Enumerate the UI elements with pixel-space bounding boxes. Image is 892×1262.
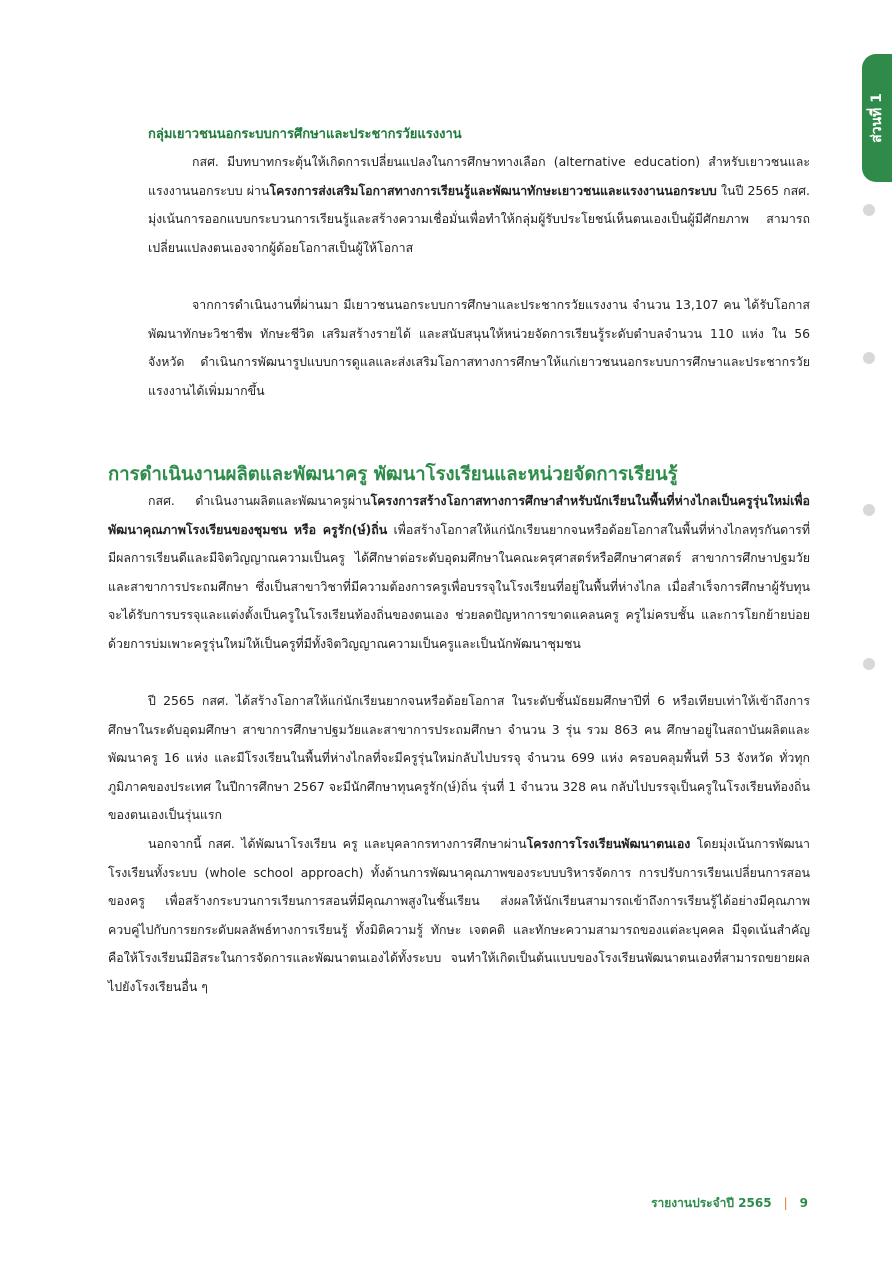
project-name-school: โครงการโรงเรียนพัฒนาตนเอง xyxy=(526,836,691,851)
margin-dot xyxy=(863,504,875,516)
paragraph-school-program xyxy=(108,830,810,1002)
paragraph-text: เพื่อสร้างโอกาสให้แก่นักเรียนยากจนหรือด้อยโอกาสในพื้นที่ห่างไกลทุรกันดารที่มีผลการเรียนดีและมีจิตวิญญาณความเป็นครู ได้ศึกษาต่อระดับอุดมศึกษาในคณะครุศาสตร์หรือศึกษาศาสตร์ สาขาการศึกษาปฐมวัยและสาขาการประถมศึกษา ซึ่งเป็นสาขาวิชาที่มีความต้องการครูเพื่อบรรจุในโรงเรียนที่อยู่ในพื้นที่ห่างไกล เมื่อสำเร็จการศึกษาผู้รับทุนจะได้รับการบรรจุและแต่งตั้งเป็นครูในโรงเรียนท้องถิ่นของตนเอง ช่วยลดปัญหาการขาดแคลนครู ครูไม่ครบชั้น และการโยกย้ายบ่อยด้วยการบ่มเพาะครูรุ่นใหม่ให้เป็นครูที่มีทั้งจิตวิญญาณความเป็นครูและเป็นนักพัฒนาชุมชน xyxy=(108,521,810,651)
page-footer xyxy=(651,1194,808,1213)
paragraph-text: กสศ. ดำเนินงานผลิตและพัฒนาครูผ่าน xyxy=(148,493,371,508)
section-youth-heading: กลุ่มเยาวชนนอกระบบการศึกษาและประชากรวัยแรงงาน xyxy=(148,127,462,142)
paragraph-text: กสศ. มีบทบาทกระตุ้นให้เกิดการเปลี่ยนแปลงในการศึกษาทางเลือก (alternative education) สำหรับเยาวชนและแรงงานนอกระบบ ผ่าน xyxy=(148,154,810,198)
paragraph-teacher-program xyxy=(108,487,810,659)
footer-report-label: รายงานประจำปี 2565 xyxy=(651,1196,772,1210)
paragraph-teacher-results: ปี 2565 กสศ. ได้สร้างโอกาสให้แก่นักเรียนยากจนหรือด้อยโอกาส ในระดับชั้นมัธยมศึกษาปีที่ 6 หรือเทียบเท่าให้เข้าถึงการศึกษาในระดับอุดมศึกษา สาขาการศึกษาปฐมวัยและสาขาการประถมศึกษา จำนวน 3 รุ่น รวม 863 คน ศึกษาอยู่ในสถาบันผลิตและพัฒนาครู 16 แห่ง และมีโรงเรียนในพื้นที่ห่างไกลที่จะมีครูรุ่นใหม่กลับไปบรรจุ จำนวน 699 แห่ง ครอบคลุมพื้นที่ 53 จังหวัด ทั่วทุกภูมิภาคของประเทศ ในปีการศึกษา 2567 จะมีนักศึกษาทุนครูรัก(ษ์)ถิ่น รุ่นที่ 1 จำนวน 328 คน กลับไปบรรจุเป็นครูในโรงเรียนท้องถิ่นของตนเองเป็นรุ่นแรก xyxy=(108,693,810,823)
project-name-youth: โครงการส่งเสริมโอกาสทางการเรียนรู้และพัฒนาทักษะเยาวชนและแรงงานนอกระบบ xyxy=(269,182,717,198)
margin-dot xyxy=(863,658,875,670)
section-tab-label: ส่วนที่ 1 xyxy=(869,93,885,143)
margin-dot xyxy=(863,352,875,364)
paragraph-text: นอกจากนี้ กสศ. ได้พัฒนาโรงเรียน ครู และบุคลากรทางการศึกษาผ่าน xyxy=(148,836,527,851)
paragraph-text: ในปี 2565 กสศ. มุ่งเน้นการออกแบบกระบวนการเรียนรู้และสร้างความเชื่อมั่นเพื่อทำให้กลุ่มผู้รับประโยชน์เห็นตนเองเป็นผู้มีศักยภาพ สามารถเปลี่ยนแปลงตนเองจากผู้ด้อยโอกาสเป็นผู้ให้โอกาส xyxy=(148,182,810,255)
paragraph-text: โดยมุ่งเน้นการพัฒนาโรงเรียนทั้งระบบ (whole school approach) ทั้งด้านการพัฒนาคุณภาพของระบบบริหารจัดการ การปรับการเรียนเปลี่ยนการสอนของครู เพื่อสร้างกระบวนการเรียนการสอนที่มีคุณภาพสูงในชั้นเรียน ส่งผลให้นักเรียนสามารถเข้าถึงการเรียนรู้ได้อย่างมีคุณภาพ ควบคู่ไปกับการยกระดับผลลัพธ์ทางการเรียนรู้ ทั้งมิติความรู้ ทักษะ เจตคติ และทักษะความสามารถของแต่ละบุคคล มีจุดเน้นสำคัญ คือให้โรงเรียนมีอิสระในการจัดการและพัฒนาตนเองได้ทั้งระบบ จนทำให้เกิดเป็นต้นแบบของโรงเรียนพัฒนาตนเองที่สามารถขยายผลไปยังโรงเรียนอื่น ๆ xyxy=(108,836,810,994)
project-name-teacher: โครงการสร้างโอกาสทางการศึกษาสำหรับนักเรียนในพื้นที่ห่างไกลเป็นครูรุ่นใหม่เพื่อพัฒนาคุณภาพโรงเรียนของชุมชน หรือ ครูรัก(ษ์)ถิ่น xyxy=(108,493,810,537)
margin-dot xyxy=(863,204,875,216)
paragraph-youth-intro xyxy=(148,148,810,262)
footer-separator: | xyxy=(783,1196,788,1210)
paragraph-youth-results: จากการดำเนินงานที่ผ่านมา มีเยาวชนนอกระบบการศึกษาและประชากรวัยแรงงาน จำนวน 13,107 คน ได้รับโอกาสพัฒนาทักษะวิชาชีพ ทักษะชีวิต เสริมสร้างรายได้ และสนับสนุนให้หน่วยจัดการเรียนรู้ระดับตำบลจำนวน 110 แห่ง ใน 56 จังหวัด ดำเนินการพัฒนารูปแบบการดูแลและส่งเสริมโอกาสทางการศึกษาให้แก่เยาวชนนอกระบบการศึกษาและประชากรวัยแรงงานได้เพิ่มมากขึ้น xyxy=(148,297,810,398)
section-teacher-heading: การดำเนินงานผลิตและพัฒนาครู พัฒนาโรงเรียนและหน่วยจัดการเรียนรู้ xyxy=(108,464,678,485)
page-number: 9 xyxy=(799,1196,808,1210)
section-tab xyxy=(862,54,892,182)
